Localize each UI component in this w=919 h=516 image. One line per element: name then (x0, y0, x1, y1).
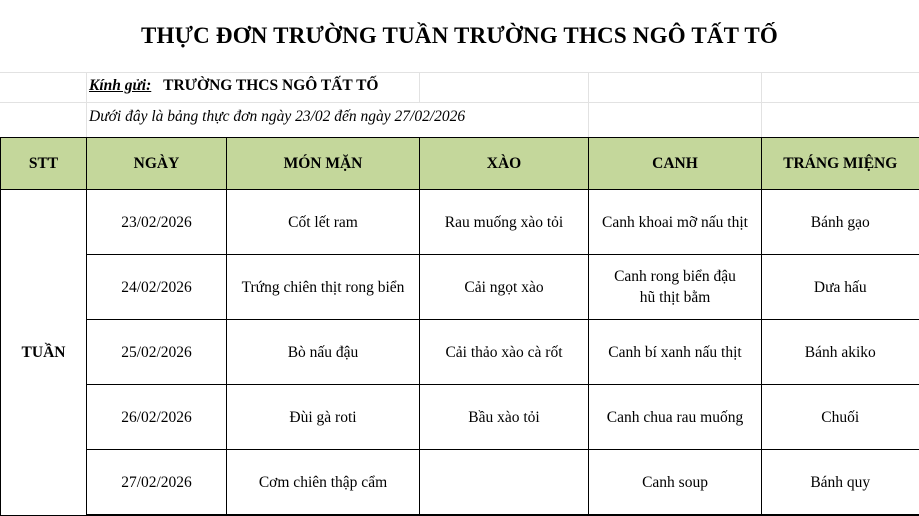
xao-cell[interactable]: Cải thảo xào cà rốt (420, 320, 589, 385)
date-cell[interactable]: 24/02/2026 (87, 255, 227, 320)
xao-cell[interactable]: Bầu xào tỏi (420, 385, 589, 450)
header-trang-mieng[interactable]: TRÁNG MIỆNG (762, 138, 919, 190)
header-row (1, 138, 919, 190)
trang-mieng-cell[interactable]: Bánh gạo (762, 190, 919, 255)
mon-man-cell[interactable]: Trứng chiên thịt rong biển (227, 255, 420, 320)
date-cell[interactable]: 27/02/2026 (87, 450, 227, 516)
gridline (588, 72, 589, 137)
week-cell[interactable]: TUẦN (1, 190, 87, 516)
header-mon-man[interactable]: MÓN MẶN (227, 138, 420, 190)
mon-man-cell[interactable]: Cốt lết ram (227, 190, 420, 255)
trang-mieng-cell[interactable]: Dưa hấu (762, 255, 919, 320)
header-canh[interactable]: CANH (589, 138, 762, 190)
header-stt[interactable]: STT (1, 138, 87, 190)
page-title: THỰC ĐƠN TRƯỜNG TUẦN TRƯỜNG THCS NGÔ TẤT TỐ (141, 23, 778, 48)
mon-man-cell[interactable]: Bò nấu đậu (227, 320, 420, 385)
mon-man-cell[interactable]: Cơm chiên thập cẩm (227, 450, 420, 516)
canh-cell[interactable]: Canh khoai mỡ nấu thịt (589, 190, 762, 255)
menu-table (0, 137, 919, 516)
date-cell[interactable]: 26/02/2026 (87, 385, 227, 450)
trang-mieng-cell[interactable]: Bánh quy (762, 450, 919, 516)
xao-cell[interactable] (420, 450, 589, 516)
table-row (1, 190, 919, 255)
header-ngay[interactable]: NGÀY (87, 138, 227, 190)
mon-man-cell[interactable]: Đùi gà roti (227, 385, 420, 450)
canh-cell[interactable]: Canh rong biển đậu hũ thịt bằm (589, 255, 762, 320)
header-xao[interactable]: XÀO (420, 138, 589, 190)
table-row (1, 385, 919, 450)
gridline (761, 72, 762, 137)
intro-text: Dưới đây là bảng thực đơn ngày 23/02 đến ngày 27/02/2026 (89, 108, 466, 125)
date-cell[interactable]: 23/02/2026 (87, 190, 227, 255)
recipient-line (89, 77, 378, 95)
gridline (419, 72, 420, 102)
table-row (1, 450, 919, 516)
gridline (86, 72, 87, 137)
table-row (1, 255, 919, 320)
xao-cell[interactable]: Cải ngọt xào (420, 255, 589, 320)
trang-mieng-cell[interactable]: Bánh akiko (762, 320, 919, 385)
canh-cell[interactable]: Canh bí xanh nấu thịt (589, 320, 762, 385)
recipient-value: TRƯỜNG THCS NGÔ TẤT TỐ (163, 77, 379, 94)
trang-mieng-cell[interactable]: Chuối (762, 385, 919, 450)
recipient-label: Kính gửi: (89, 77, 152, 94)
canh-cell[interactable]: Canh soup (589, 450, 762, 516)
xao-cell[interactable]: Rau muống xào tỏi (420, 190, 589, 255)
canh-cell[interactable]: Canh chua rau muống (589, 385, 762, 450)
table-row (1, 320, 919, 385)
date-cell[interactable]: 25/02/2026 (87, 320, 227, 385)
gridline (0, 102, 919, 103)
gridline (0, 72, 919, 73)
